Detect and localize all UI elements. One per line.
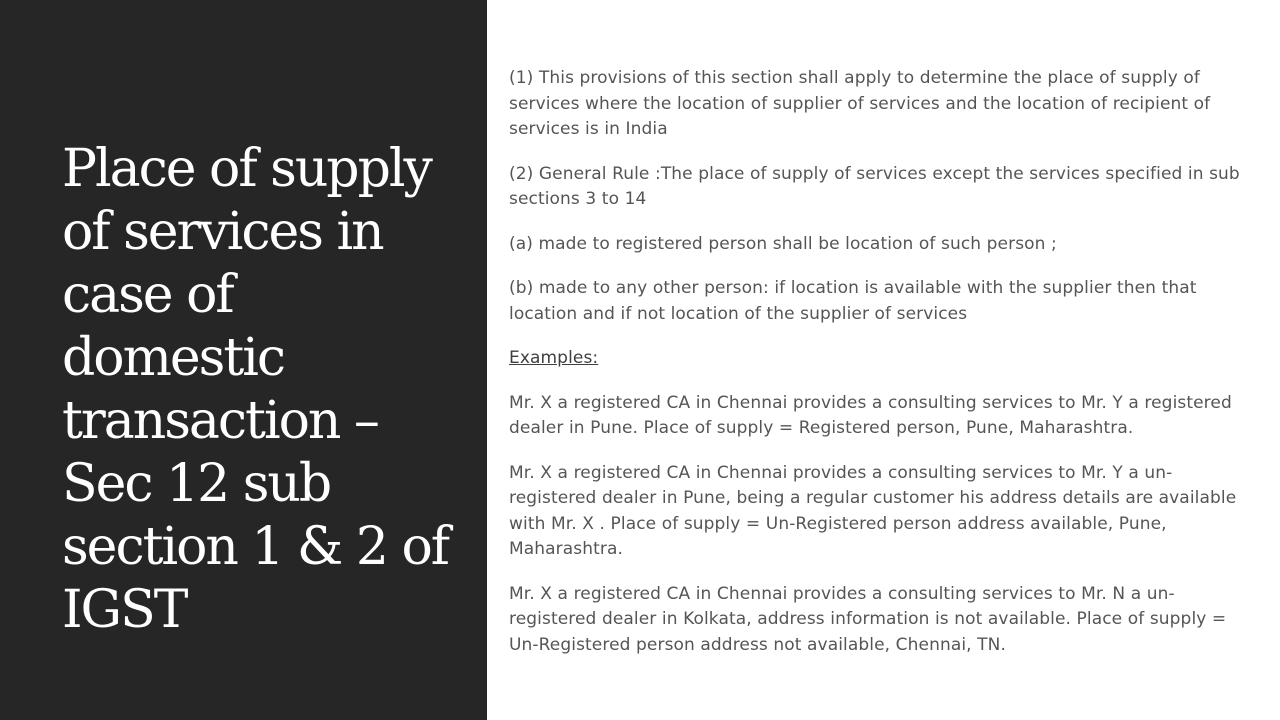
example-2-paragraph: Mr. X a registered CA in Chennai provides a consulting services to Mr. Y a un-registered dealer in Pune, being a regular customer his address details are available with Mr. X . Place of supply = Un-Registered person address available, Pune, Maharashtra. (509, 462, 1237, 559)
provision-1-paragraph: (1) This provisions of this section shall apply to determine the place of supply of services where the location of supplier of services and the location of recipient of services is in India (509, 68, 1211, 139)
slide-title: Place of supply of services in case of domestic transaction – Sec 12 sub section 1 & 2 of IGST (62, 139, 449, 640)
example-3-paragraph: Mr. X a registered CA in Chennai provides a consulting services to Mr. N a un-registered dealer in Kolkata, address information is not available. Place of supply = Un-Registered person address not available, Chennai, TN. (509, 583, 1227, 655)
title-panel (0, 0, 487, 720)
content-panel (487, 0, 1280, 720)
examples-heading: Examples: (509, 348, 599, 368)
rule-a-paragraph: (a) made to registered person shall be location of such person ; (509, 233, 1057, 254)
rule-b-paragraph: (b) made to any other person: if location is available with the supplier then that location and if not location of the supplier of services (509, 278, 1197, 324)
example-1-paragraph: Mr. X a registered CA in Chennai provides a consulting services to Mr. Y a registered dealer in Pune. Place of supply = Registered person, Pune, Maharashtra. (509, 392, 1232, 438)
slide-body (509, 66, 1254, 677)
general-rule-paragraph: (2) General Rule :The place of supply of services except the services specified in sub sections 3 to 14 (509, 163, 1240, 209)
